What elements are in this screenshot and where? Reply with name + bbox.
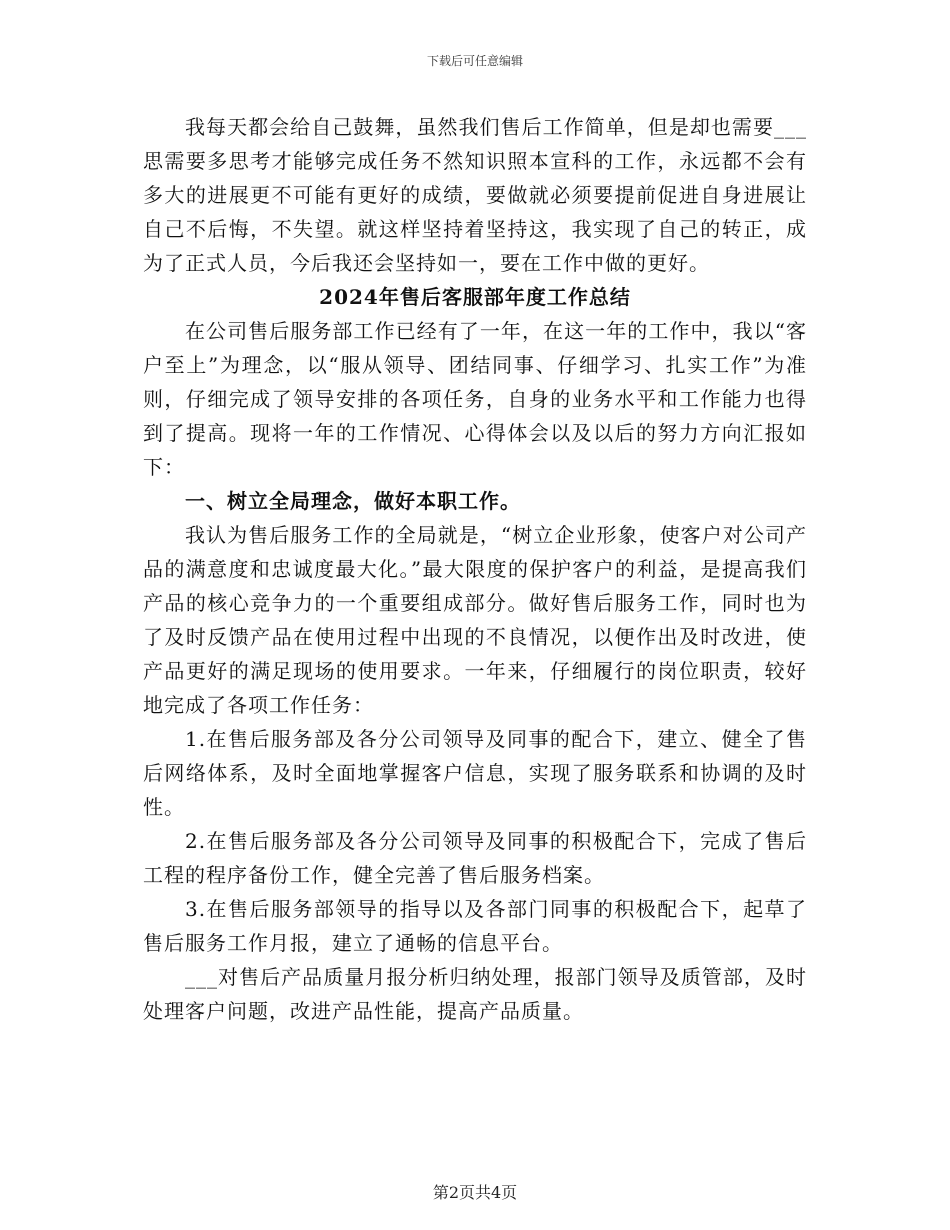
list-item: ___对售后产品质量月报分析归纳处理，报部门领导及质管部，及时处理客户问题，改进产品性能，提高产品质量。 <box>143 965 807 1023</box>
document-title: 2024年售后客服部年度工作总结 <box>319 285 631 309</box>
opening-paragraph: 在公司售后服务部工作已经有了一年，在这一年的工作中，我以“客户至上”为理念，以“服从领导、团结同事、仔细学习、扎实工作”为准则，仔细完成了领导安排的各项任务，自身的业务水平和工作能力也得到了提高。现将一年的工作情况、心得体会以及以后的努力方向汇报如下： <box>143 319 807 479</box>
page-header-note: 下载后可任意编辑 <box>426 54 523 68</box>
section-heading: 一、树立全局理念，做好本职工作。 <box>185 489 521 513</box>
intro-paragraph: 我每天都会给自己鼓舞，虽然我们售后工作简单，但是却也需要___思需要多思考才能够完成任务不然知识照本宣科的工作，永远都不会有多大的进展更不可能有更好的成绩，要做就必须要提前促进自身进展让自己不后悔，不失望。就这样坚持着坚持这，我实现了自己的转正，成为了正式人员，今后我还会坚持如一，要在工作中做的更好。 <box>143 115 807 275</box>
list-item: 3.在售后服务部领导的指导以及各部门同事的积极配合下，起草了售后服务工作月报，建立了通畅的信息平台。 <box>143 897 807 955</box>
page-number: 第2页共4页 <box>432 1183 518 1202</box>
section-paragraph: 我认为售后服务工作的全局就是，“树立企业形象，使客户对公司产品的满意度和忠诚度最大化。”最大限度的保护客户的利益，是提高我们产品的核心竞争力的一个重要组成部分。做好售后服务工作，同时也为了及时反馈产品在使用过程中出现的不良情况，以便作出及时改进，使产品更好的满足现场的使用要求。一年来，仔细履行的岗位职责，较好地完成了各项工作任务： <box>143 523 807 717</box>
document-body <box>143 110 807 1028</box>
list-item: 2.在售后服务部及各分公司领导及同事的积极配合下，完成了售后工程的程序备份工作，健全完善了售后服务档案。 <box>143 829 807 887</box>
list-item: 1.在售后服务部及各分公司领导及同事的配合下，建立、健全了售后网络体系，及时全面地掌握客户信息，实现了服务联系和协调的及时性。 <box>143 727 807 819</box>
